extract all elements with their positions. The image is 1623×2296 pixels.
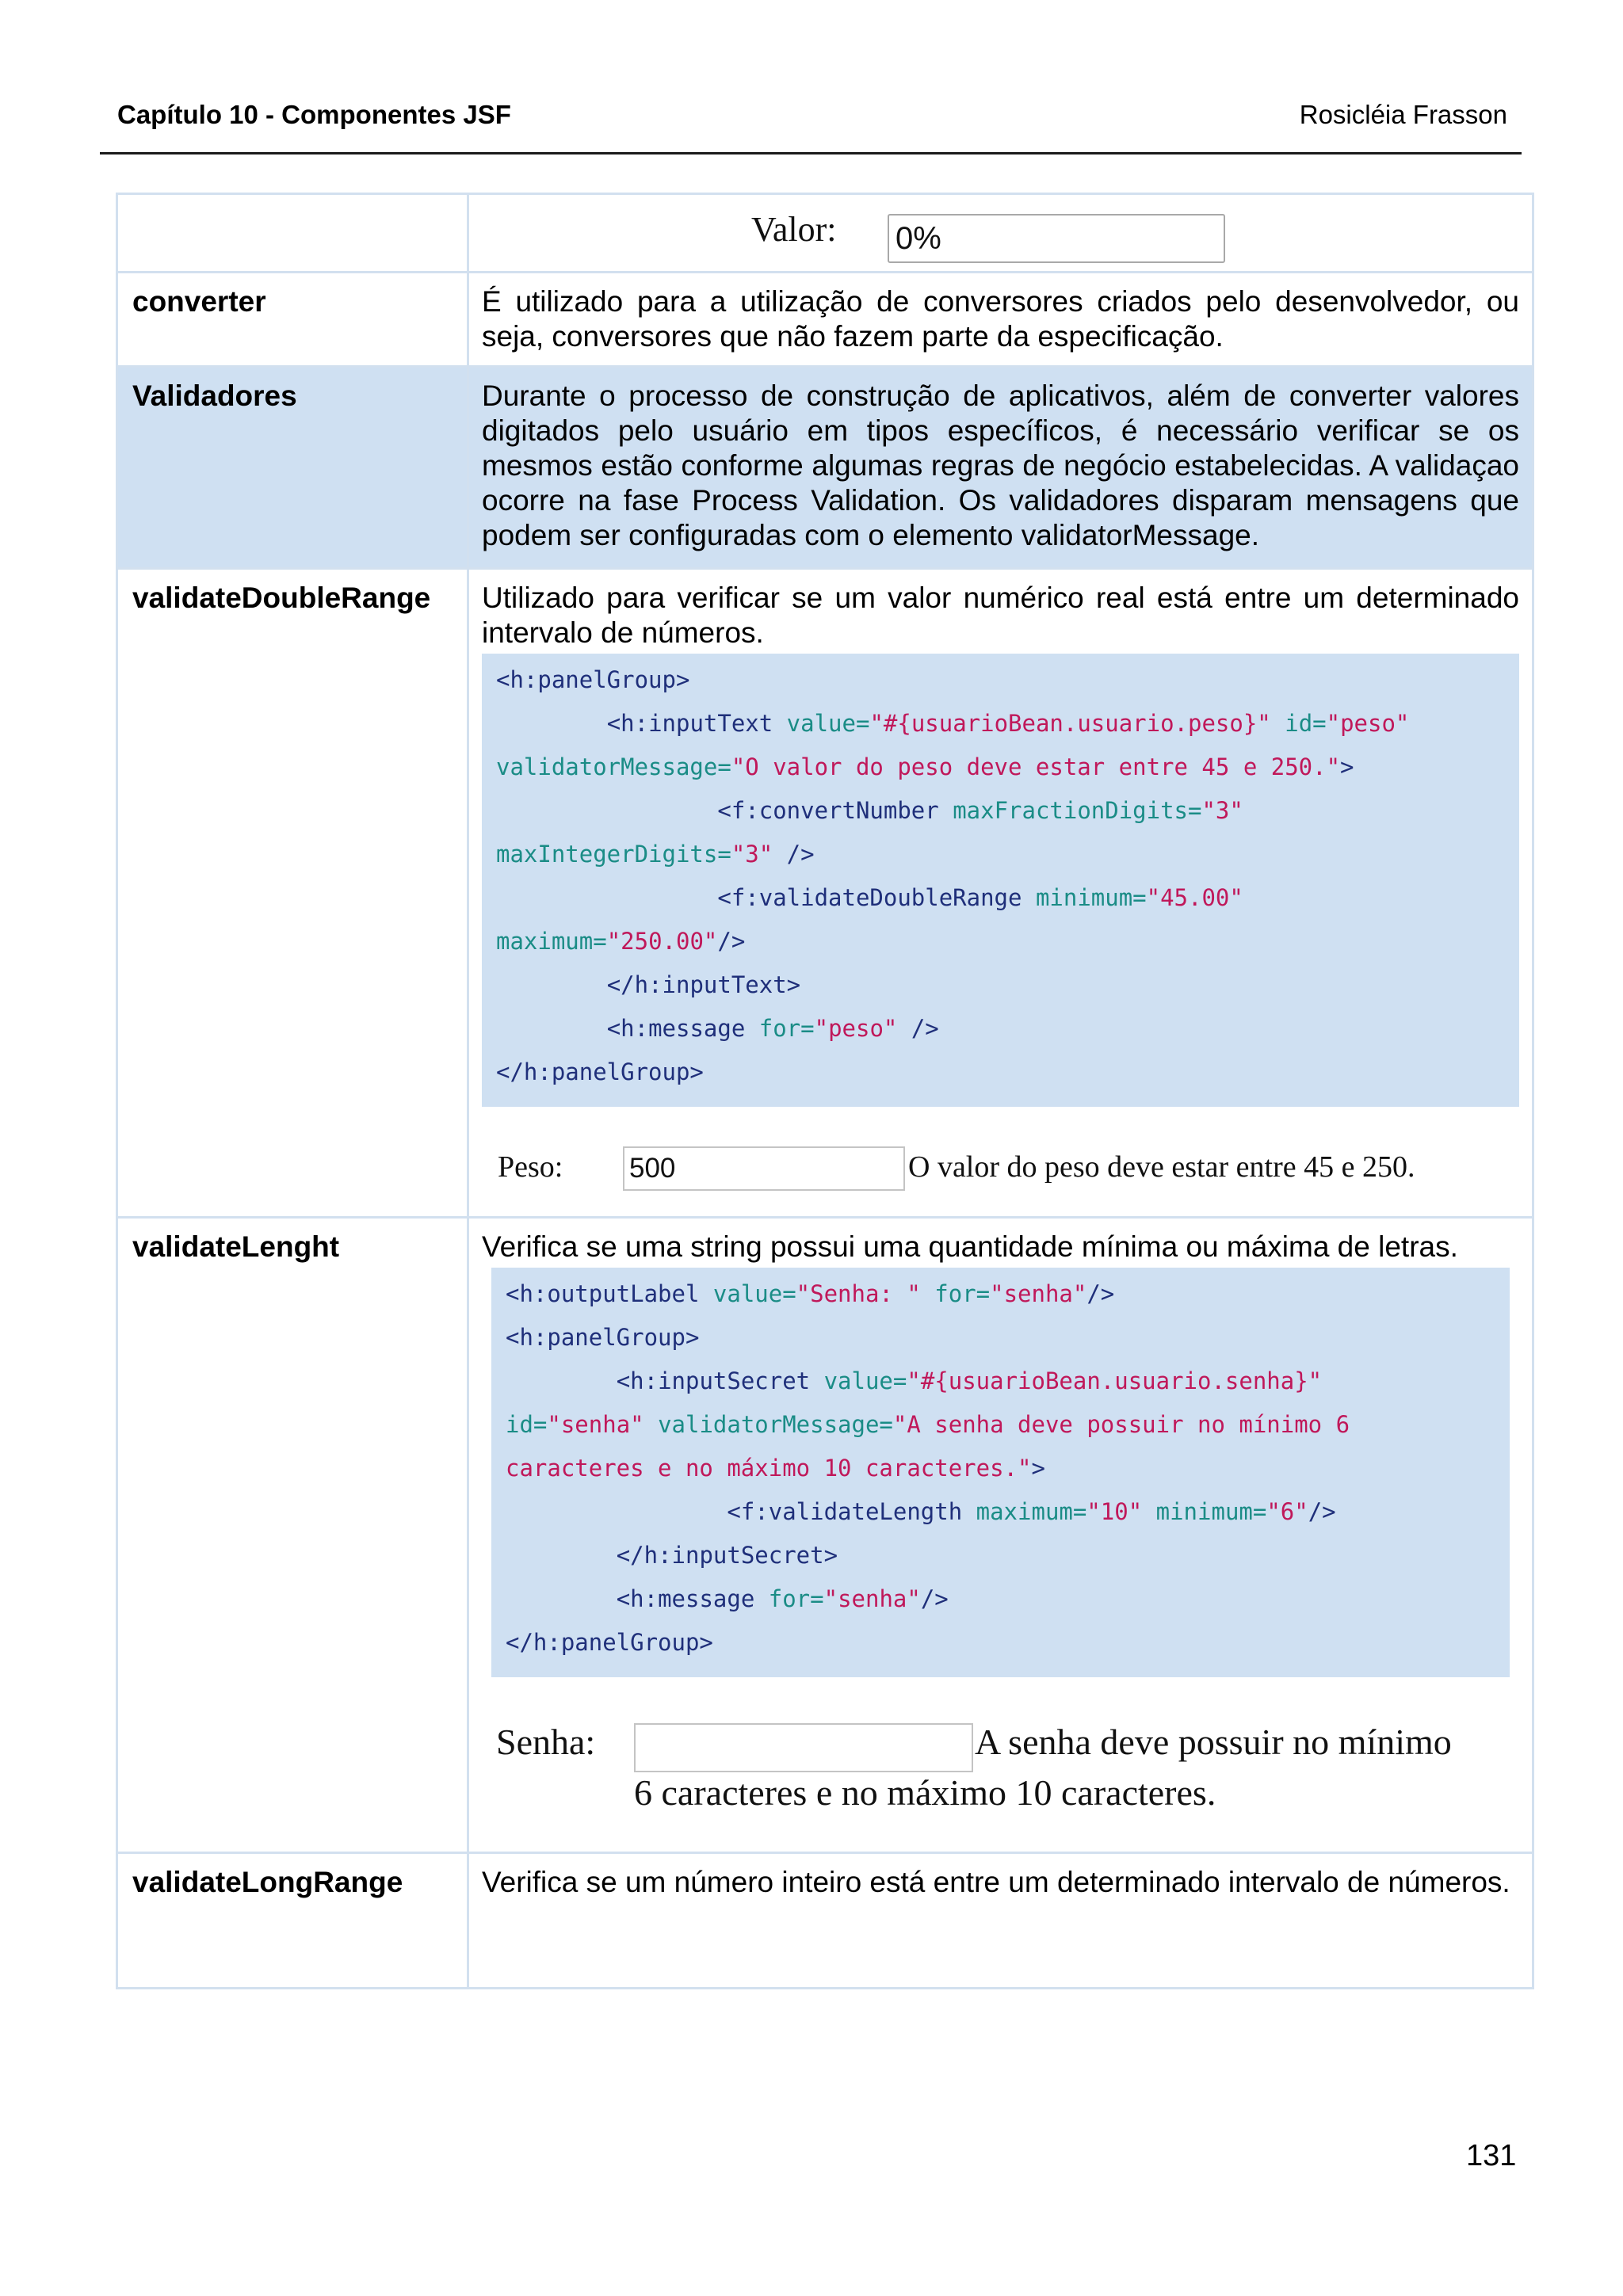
senha-demo xyxy=(482,1717,1519,1836)
table-row xyxy=(117,273,1533,367)
valor-demo-cell xyxy=(468,194,1533,273)
table-row xyxy=(117,1853,1533,1989)
code-block-length: <h:outputLabel value="Senha: " for="senha"/> <h:panelGroup> <h:inputSecret value="#{usuarioBean.usuario.senha}" id="senha" validatorMessage="A senha deve possuir no mínimo 6 caracteres e no máximo 10 caracteres."> <f:validateLength maximum="10" minimum="6"/> </h:inputSecret> <h:message for="senha"/> </h:panelGroup> xyxy=(491,1268,1510,1677)
chapter-title: Capítulo 10 - Componentes JSF xyxy=(117,100,511,129)
senha-label: Senha: xyxy=(496,1722,596,1762)
desc-validateDoubleRange: Utilizado para verificar se um valor numérico real está entre um determinado intervalo de números. xyxy=(482,582,1519,649)
table-row xyxy=(117,367,1533,569)
empty-term-cell xyxy=(117,194,468,273)
term-converter: converter xyxy=(117,273,468,367)
table-row xyxy=(117,194,1533,273)
valor-label: Valor: xyxy=(751,210,837,249)
senha-error-line2: 6 caracteres e no máximo 10 caracteres. xyxy=(634,1772,1216,1813)
author-name: Rosicléia Frasson xyxy=(1299,100,1507,129)
cell-validateDoubleRange xyxy=(468,569,1533,1218)
peso-label: Peso: xyxy=(498,1150,563,1184)
cell-validateLenght xyxy=(468,1218,1533,1853)
valor-demo xyxy=(469,195,1532,271)
desc-converter: É utilizado para a utilização de conversores criados pelo desenvolvedor, ou seja, conversores que não fazem parte da especificação. xyxy=(468,273,1533,367)
table-row xyxy=(117,1218,1533,1853)
term-validateLongRange: validateLongRange xyxy=(117,1853,468,1989)
desc-validadores: Durante o processo de construção de aplicativos, além de converter valores digitados pelo usuário em tipos específicos, é necessário verificar se os mesmos estão conforme algumas regras de negócio estabelecidas. A validaçao ocorre na fase Process Validation. Os validadores disparam mensagens que podem ser configuradas com o elemento validatorMessage. xyxy=(468,367,1533,569)
term-validateLenght: validateLenght xyxy=(117,1218,468,1853)
peso-demo xyxy=(482,1143,1519,1200)
senha-error-line1: A senha deve possuir no mínimo xyxy=(975,1722,1452,1762)
page-number: 131 xyxy=(1466,2139,1517,2172)
senha-input[interactable] xyxy=(634,1723,973,1772)
page-header xyxy=(100,93,1522,154)
desc-validateLongRange: Verifica se um número inteiro está entre um determinado intervalo de números. xyxy=(468,1853,1533,1989)
term-validateDoubleRange: validateDoubleRange xyxy=(117,569,468,1218)
valor-input[interactable]: 0% xyxy=(888,214,1225,263)
peso-error-message: O valor do peso deve estar entre 45 e 250. xyxy=(908,1150,1415,1184)
code-block-double-range: <h:panelGroup> <h:inputText value="#{usuarioBean.usuario.peso}" id="peso" validatorMessage="O valor do peso deve estar entre 45 e 250."> <f:convertNumber maxFractionDigits="3" maxIntegerDigits="3" /> <f:validateDoubleRange minimum="45.00" maximum="250.00"/> </h:inputText> <h:message for="peso" /> </h:panelGroup> xyxy=(482,654,1519,1107)
desc-validateLenght: Verifica se uma string possui uma quantidade mínima ou máxima de letras. xyxy=(482,1230,1458,1263)
term-validadores: Validadores xyxy=(117,367,468,569)
table-row xyxy=(117,569,1533,1218)
components-table xyxy=(116,193,1534,1989)
peso-input[interactable]: 500 xyxy=(623,1146,905,1191)
